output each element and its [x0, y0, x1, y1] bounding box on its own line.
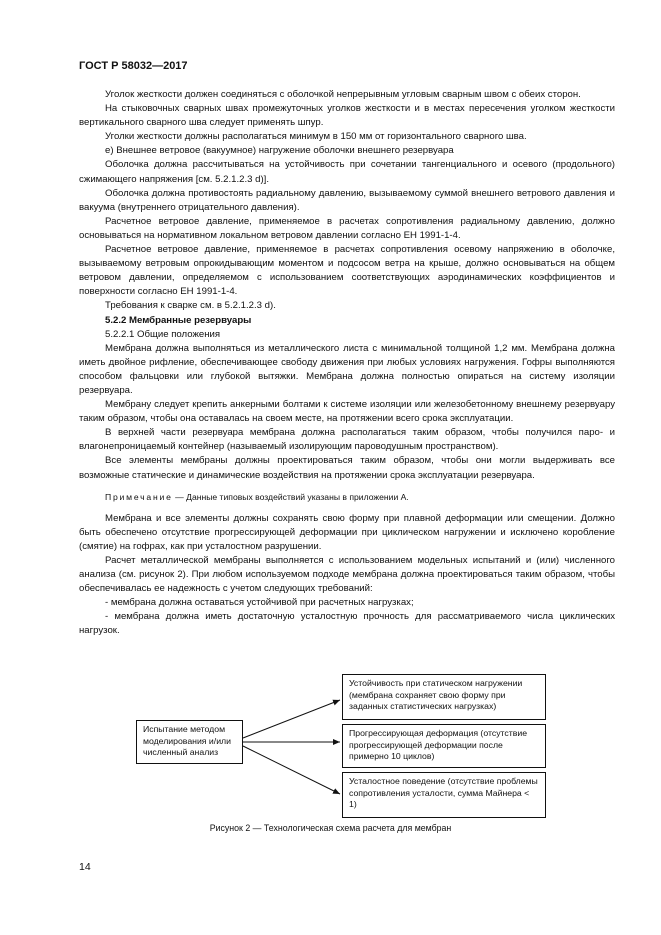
paragraph: Расчет металлической мембраны выполняется с использованием модельных испытаний и (или) численного анализа (см. рисунок 2). При любом используемом подходе мембрана должна проектироваться таким образом, чтобы обеспечивалась ее надежность с учетом следующих требований: [79, 555, 615, 595]
target-box-static-stability: Устойчивость при статическом нагружении (мембрана сохраняет свою форму при заданных статистических нагрузках) [342, 674, 546, 720]
page-number: 14 [79, 861, 91, 873]
paragraph: Требования к сварке см. в 5.2.1.2.3 d). [105, 300, 276, 312]
paragraph: На стыковочных сварных швах промежуточных уголков жесткости и в местах пересечения уголком жесткости вертикального сварного шва следует применять шпур. [79, 103, 615, 129]
paragraph: Уголки жесткости должны располагаться минимум в 150 мм от горизонтального сварного шва. [105, 131, 527, 143]
source-box: Испытание методом моделирования и/или численный анализ [136, 720, 243, 764]
paragraph: Оболочка должна рассчитываться на устойчивость при сочетании тангенциального и осевого (продольного) сжимающего напряжения [см. 5.2.1.2.3 d)]. [79, 159, 615, 185]
target-box-fatigue-behaviour: Усталостное поведение (отсутствие проблемы сопротивления усталости, сумма Майнера < 1) [342, 772, 546, 818]
arrow-to-target-3 [243, 746, 340, 794]
list-item: - мембрана должна оставаться устойчивой при расчетных нагрузках; [105, 597, 414, 609]
target-box-progressive-deformation: Прогрессирующая деформация (отсутствие прогрессирующей деформации после примерно 10 циклов) [342, 724, 546, 768]
paragraph: Мембрану следует крепить анкерными болтами к системе изоляции или железобетонному внешнему резервуару таким образом, чтобы она оставалась на своем месте, на протяжении всего срока эксплуатации. [79, 399, 615, 425]
list-item: - мембрана должна иметь достаточную усталостную прочность для рассматриваемого числа циклических нагрузок. [79, 611, 615, 637]
paragraph: Все элементы мембраны должны проектироваться таким образом, чтобы они могли выдерживать все возможные статические и динамические воздействия на протяжении срока эксплуатации резервуара. [79, 455, 615, 481]
note-label: Примечание [105, 491, 173, 502]
paragraph: Расчетное ветровое давление, применяемое в расчетах сопротивления радиальному давлению, должно основываться на нормативном локальном ветровом давлении согласно ЕН 1991-1-4. [79, 215, 615, 241]
paragraph: Оболочка должна противостоять радиальному давлению, вызываемому суммой внешнего ветрового давления и вакуума (внутреннего отрицательного давления). [79, 187, 615, 213]
paragraph: Мембрана должна выполняться из металлического листа с минимальной толщиной 1,2 мм. Мембрана должна иметь двойное рифление, обеспечивающее свободу движения при любых условиях нагружения. Гофры выполняются способом фальцовки или глубокой вытяжки. Мембрана должна полностью опираться на систему изоляции резервуара. [79, 342, 615, 396]
arrow-to-target-1 [243, 700, 340, 738]
note-text: — Данные типовых воздействий указаны в приложении А. [172, 491, 409, 502]
paragraph: Расчетное ветровое давление, применяемое в расчетах сопротивления осевому напряжению в оболочке, вызываемому ветровым опрокидывающим моментом и подсосом ветра на крыше, должно основываться на общем ветровом давлении, определяемом с использованием соответствующих аэродинамических коэффициентов и поверхности согласно ЕН 1991-1-4. [79, 244, 615, 298]
figure-caption: Рисунок 2 — Технологическая схема расчета для мембран [209, 823, 452, 833]
paragraph: Мембрана и все элементы должны сохранять свою форму при плавной деформации или смещении. Должно быть обеспечено отсутствие прогрессирующей деформации при циклическом нагружении и исключено коробление (смятие) на гофрах, как при усталостном разрушении. [79, 512, 615, 552]
paragraph: е) Внешнее ветровое (вакуумное) нагружение оболочки внешнего резервуара [105, 145, 454, 157]
paragraph: Уголок жесткости должен соединяться с оболочкой непрерывным угловым сварным швом с обеих сторон. [105, 89, 581, 100]
document-header: ГОСТ Р 58032—2017 [79, 60, 188, 72]
section-title: 5.2.2 Мембранные резервуары [105, 314, 252, 326]
subsection-title: 5.2.2.1 Общие положения [105, 328, 221, 340]
paragraph: В верхней части резервуара мембрана должна располагаться таким образом, чтобы получился паро- и влагонепроницаемый контейнер (называемый изолирующим пароводушным пространством). [79, 427, 615, 453]
